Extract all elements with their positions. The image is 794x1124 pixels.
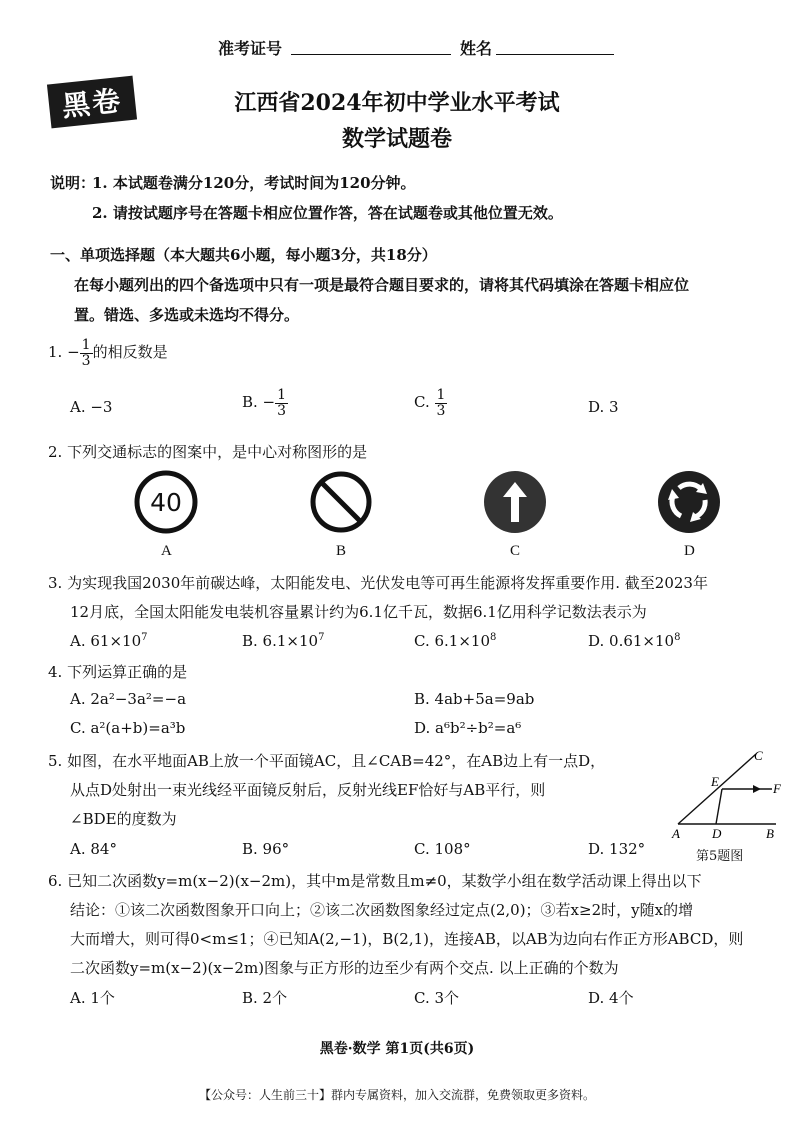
q4-option-c: C. a²(a+b)=a³b [70,719,186,737]
q5-figure [668,746,784,844]
q5-option-b: B. 96° [242,840,290,858]
question-3-line1: 3. 为实现我国2030年前碳达峰，太阳能发电、光伏发电等可再生能源将发挥重要作用. 截至2023年 [48,574,708,592]
section-heading: 一、单项选择题（本大题共6小题，每小题3分，共18分） [50,246,437,264]
q5-option-a: A. 84° [70,840,117,858]
point-a-label: A [672,826,680,841]
q1-option-b: B. − $\frac{1}{3}$ [242,387,287,419]
page-footer: 黑卷·数学 第1页(共6页) [319,1041,475,1057]
q5-option-c: C. 108° [414,840,471,858]
q1-option-d: D. 3 [588,398,619,416]
q6-option-a: A. 1个 [70,989,115,1007]
point-b-label: B [766,826,774,841]
point-f-label: F [773,781,781,796]
straight-ahead-sign-icon [483,470,547,534]
question-6-line4: 二次函数y=m(x−2)(x−2m)图象与正方形的边至少有两个交点. 以上正确的个数为 [70,959,619,977]
q6-option-b: B. 2个 [242,989,288,1007]
instruction-item-1: 1. 本试题卷满分120分，考试时间为120分钟。 [92,174,416,192]
section-desc-line1: 在每小题列出的四个备选项中只有一项是最符合题目要求的，请将其代码填涂在答题卡相应位 [74,276,690,294]
question-1-stem: 1. − $\frac{1}{3}$ 的相反数是 [48,337,168,369]
section-desc-line2: 置。错选、多选或未选均不得分。 [74,306,300,324]
question-5-line2: 从点D处射出一束光线经平面镜反射后，反射光线EF恰好与AB平行，则 [70,781,546,799]
point-c-label: C [754,748,763,763]
exam-id-label: 准考证号 [218,39,283,58]
footer-note: 【公众号：人生前三十】群内专属资料，加入交流群，免费领取更多资料。 [198,1088,595,1102]
question-6-line3: 大而增大，则可得0<m≤1；④已知A(2,−1)，B(2,1)，连接AB，以AB为边向右作正方形ABCD，则 [70,930,744,948]
page-subtitle: 数学试题卷 [341,126,452,152]
question-3-line2: 12月底，全国太阳能发电装机容量累计约为6.1亿千瓦，数据6.1亿用科学记数法表示为 [70,603,647,621]
roundabout-sign-icon [657,470,721,534]
q6-option-d: D. 4个 [588,989,634,1007]
q3-option-a: A. $61\times 10^7$ [70,632,148,650]
instruction-item-2: 2. 请按试题序号在答题卡相应位置作答，答在试题卷或其他位置无效。 [92,204,563,222]
figure-caption: 第5题图 [696,849,744,864]
name-label: 姓名 [460,39,493,58]
q6-option-c: C. 3个 [414,989,460,1007]
sign-label-a: A [161,543,172,559]
page-title: 江西省2024年初中学业水平考试 [234,90,560,116]
speed-limit-sign-icon [134,470,198,534]
question-5-line1: 5. 如图，在水平地面AB上放一个平面镜AC，且∠CAB=42°，在AB边上有一点D， [48,752,606,770]
question-5-line3: ∠BDE的度数为 [70,810,177,828]
sign-label-c: C [510,543,521,559]
point-d-label: D [712,826,722,841]
badge: 黑卷 [47,76,137,129]
sign-label-d: D [684,543,695,559]
q4-option-b: B. 4ab+5a=9ab [414,690,535,708]
instructions-prefix: 说明： [50,174,96,192]
q4-option-d: D. a⁶b²÷b²=a⁶ [414,719,522,737]
name-blank [496,54,614,55]
question-6-line1: 6. 已知二次函数y=m(x−2)(x−2m)，其中m是常数且m≠0，某数学小组在数学活动课上得出以下 [48,872,702,890]
question-4-stem: 4. 下列运算正确的是 [48,663,188,681]
q1-option-c: C. $\frac{1}{3}$ [414,387,446,419]
q4-option-a: A. 2a²−3a²=−a [70,690,187,708]
q1-option-a: A. −3 [70,398,113,416]
question-6-line2: 结论：①该二次函数图象开口向上；②该二次函数图象经过定点(2,0)；③若x≥2时，y随x的增 [70,901,694,919]
q5-option-d: D. 132° [588,840,646,858]
q3-option-b: B. $6.1\times 10^7$ [242,632,325,650]
q3-option-c: C. $6.1\times 10^8$ [414,632,497,650]
sign-label-b: B [336,543,347,559]
point-e-label: E [711,774,719,789]
no-entry-sign-icon [309,470,373,534]
sign-a-text: 40 [150,488,182,517]
exam-id-blank [291,54,451,55]
question-2-stem: 2. 下列交通标志的图案中，是中心对称图形的是 [48,443,368,461]
q3-option-d: D. $0.61\times 10^8$ [588,632,681,650]
